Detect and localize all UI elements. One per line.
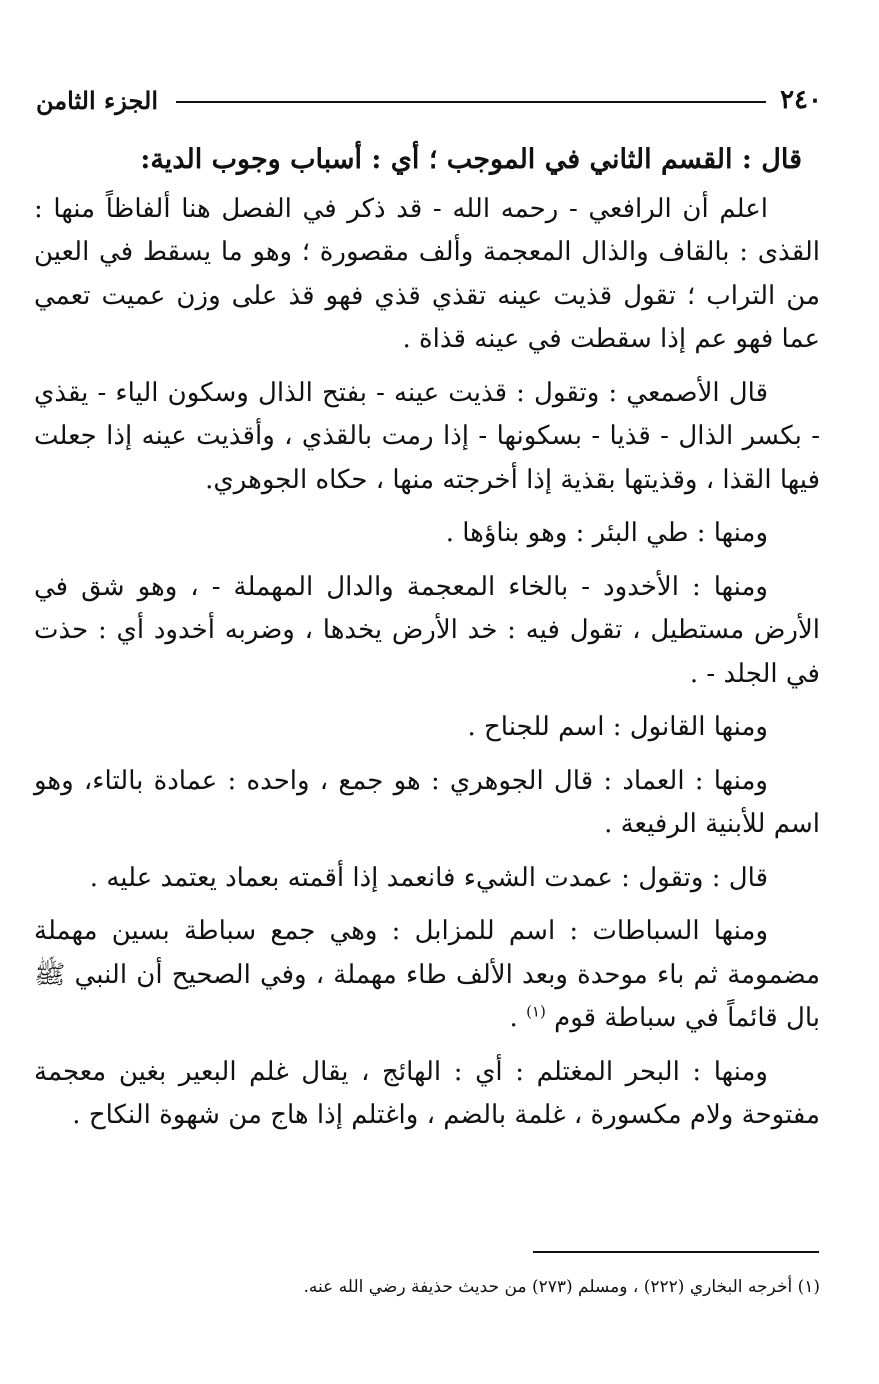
running-title: الجزء الثامن: [36, 85, 159, 115]
paragraph-amadt: قال : وتقول : عمدت الشيء فانعمد إذا أقمته بعماد يعتمد عليه .: [89, 862, 768, 893]
section-heading: قال : القسم الثاني في الموجب ؛ أي : أسباب وجوب الدية:: [140, 144, 802, 175]
footnote-rule: [533, 1251, 819, 1253]
paragraph-tayy: ومنها : طي البئر : وهو بناؤها .: [445, 518, 768, 548]
paragraph-sibatat: [34, 910, 820, 1041]
paragraph-ukhdud: ومنها : الأخدود - بالخاء المعجمة والدال المهملة - ، وهو شق في الأرض مستطيل ، تقول فيه : خد الأرض يخدها ، وضربه أخدود أي : حذت في الجلد - .: [34, 571, 820, 689]
paragraph-sibatat-text: ومنها السباطات : اسم للمزابل : وهي جمع سباطة بسين مهملة مضمومة ثم باء موحدة وبعد الألف طاء مهملة ، وفي الصحيح أن النبي ﷺ بال قائماً في سباطة قوم: [34, 916, 820, 1033]
footnote: (١) أخرجه البخاري (٢٢٢) ، ومسلم (٢٧٣) من حديث حذيفة رضي الله عنه.: [303, 1277, 820, 1297]
header-rule: [176, 101, 766, 103]
paragraph-qanul: ومنها القانول : اسم للجناح .: [467, 712, 768, 742]
paragraph-mughtalim: ومنها : البحر المغتلم : أي : الهائج ، يقال غلم البعير بغين معجمة مفتوحة ولام مكسورة ، غلمة بالضم ، واغتلم إذا هاج من شهوة النكاح .: [34, 1056, 820, 1130]
page-number: ٢٤٠: [780, 85, 822, 115]
paragraph-intro: اعلم أن الرافعي - رحمه الله - قد ذكر في الفصل هنا ألفاظاً منها : القذى : بالقاف والذال المعجمة وألف مقصورة ؛ وهو ما يسقط في العين من التراب ؛ تقول قذيت عينه تقذي قذي فهو قذ على وزن عميت تعمي عما فهو عم إذا سقطت في عينه قذاة .: [34, 193, 820, 354]
paragraph-imad: ومنها : العماد : قال الجوهري : هو جمع ، واحده : عمادة بالتاء، وهو اسم للأبنية الرفيعة .: [34, 765, 820, 839]
body-text: [34, 138, 820, 1148]
paragraph-end-mark: .: [509, 1003, 527, 1033]
footnote-reference: (١): [526, 1002, 546, 1021]
paragraph-asmai: قال الأصمعي : وتقول : قذيت عينه - بفتح الذال وسكون الياء - يقذي - بكسر الذال - قذيا - بسكونها - إذا رمت بالقذي ، وأقذيت عينه إذا جعلت فيها القذا ، وقذيتها بقذية إذا أخرجته منها ، حكاه الجوهري.: [34, 377, 820, 495]
page-header: [36, 78, 822, 122]
